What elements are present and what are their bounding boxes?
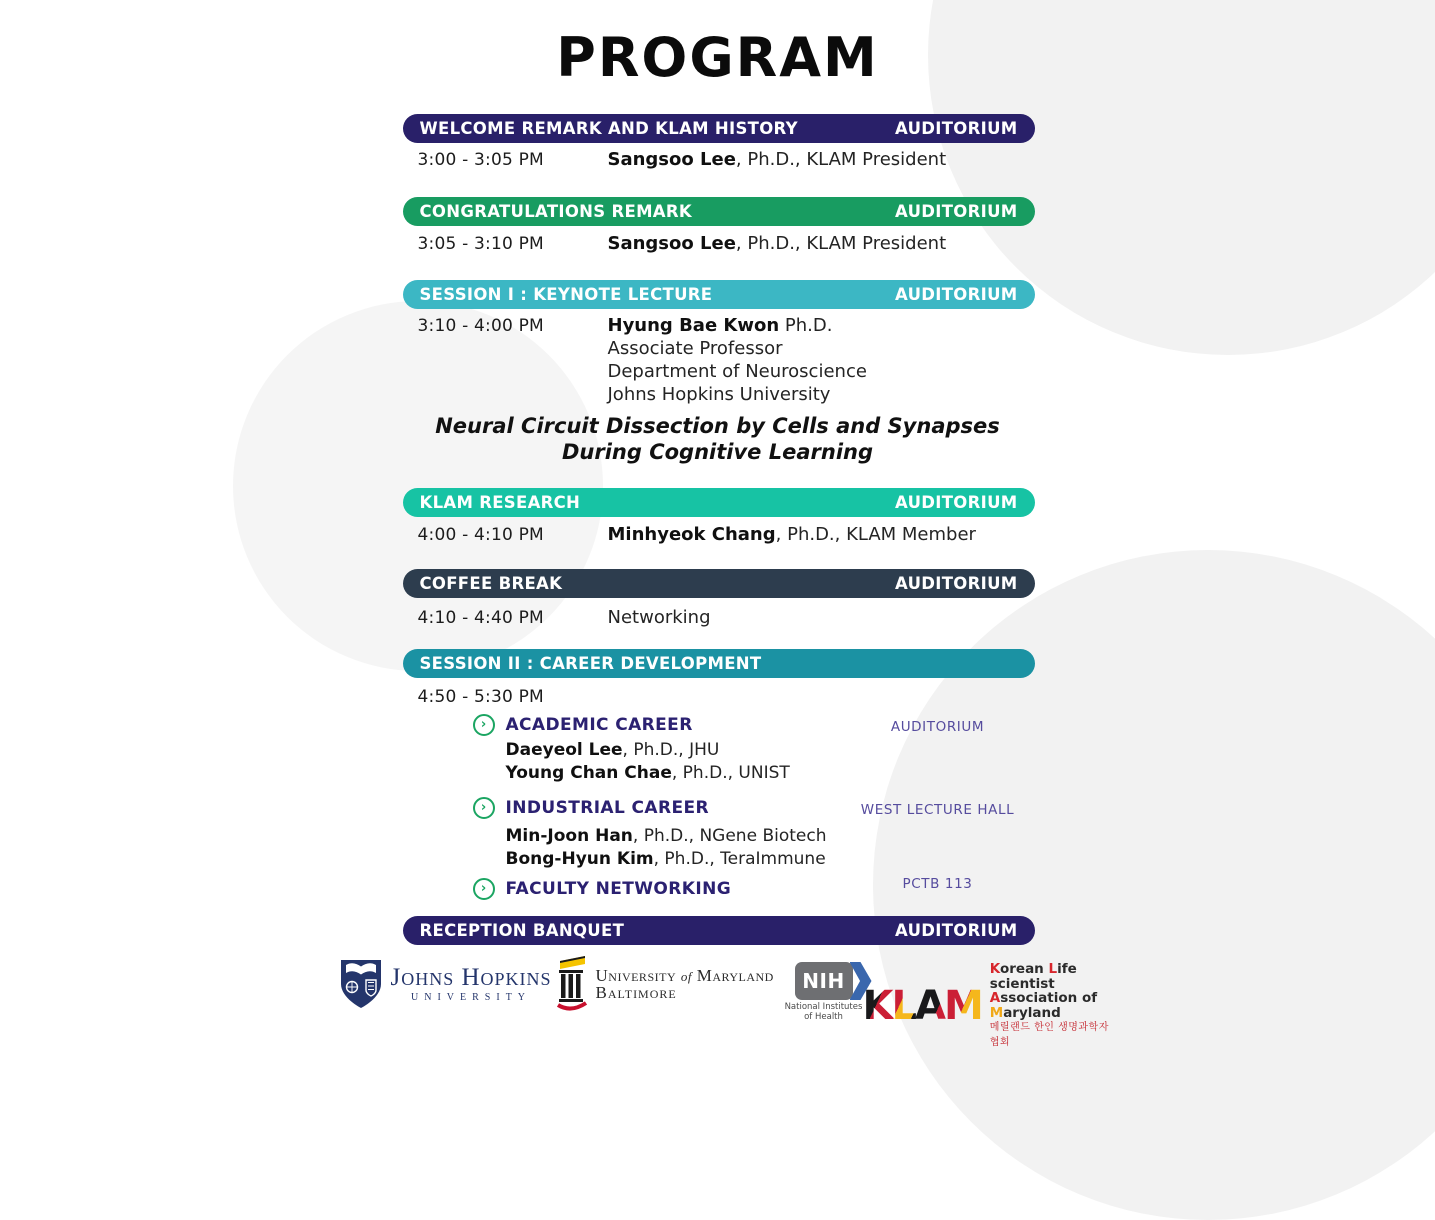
session-bar-coffee-break (403, 569, 1035, 598)
umb-university: University (596, 966, 677, 985)
klam-line1 (990, 962, 1113, 991)
klam-initial-a: A (990, 990, 1000, 1006)
bar-location: AUDITORIUM (895, 202, 1017, 221)
chevron-circle-icon: › (473, 878, 495, 900)
speaker-name: Sangsoo Lee (608, 233, 736, 254)
nih-logo (781, 962, 867, 1022)
speaker-name: Min-Joon Han (506, 826, 633, 846)
speaker-detail: , Ph.D., JHU (623, 740, 720, 760)
nih-caption (781, 1003, 867, 1022)
klam-full-name (990, 962, 1113, 1050)
bar-location: AUDITORIUM (895, 119, 1017, 138)
speaker-line (608, 314, 867, 337)
track-speakers-academic (506, 739, 790, 785)
umb-of: of (681, 969, 692, 984)
keynote-talk-title (323, 413, 1113, 465)
nih-caption-line1: National Institutes (781, 1003, 867, 1013)
bar-location: AUDITORIUM (895, 921, 1017, 940)
speaker-line (506, 825, 827, 848)
speaker-congratulations (608, 233, 947, 254)
speaker-welcome (608, 149, 947, 170)
speaker-line: Department of Neuroscience (608, 360, 867, 383)
umb-column-icon (555, 956, 589, 1012)
klam-initial-k: K (990, 961, 1000, 977)
track-name: ACADEMIC CAREER (506, 715, 693, 735)
time-career: 4:50 - 5:30 PM (418, 687, 544, 707)
speaker-detail: , Ph.D., NGene Biotech (633, 826, 827, 846)
speaker-detail: , Ph.D., KLAM Member (776, 524, 976, 545)
umb-baltimore: Baltimore (596, 985, 774, 1001)
johns-hopkins-shield-icon (339, 958, 383, 1010)
speaker-line: Johns Hopkins University (608, 383, 867, 406)
speaker-detail: , Ph.D., UNIST (672, 763, 790, 783)
jhu-university: UNIVERSITY (391, 992, 552, 1003)
page-title: PROGRAM (323, 26, 1113, 89)
time-congratulations: 3:05 - 3:10 PM (418, 234, 544, 254)
speaker-line (506, 762, 790, 785)
speaker-name: Sangsoo Lee (608, 149, 736, 170)
klam-korean-line: 메릴랜드 한인 생명과학자 협회 (990, 1021, 1113, 1050)
session-bar-congratulations (403, 197, 1035, 226)
klam-text: aryland (1003, 1005, 1061, 1021)
speaker-name: Minhyeok Chang (608, 524, 776, 545)
klam-initial-m: M (990, 1005, 1003, 1021)
program-poster (323, 0, 1113, 1023)
keynote-speaker-block (608, 314, 867, 406)
bar-location: AUDITORIUM (895, 493, 1017, 512)
bar-title: SESSION II : CAREER DEVELOPMENT (420, 654, 762, 673)
track-name: INDUSTRIAL CAREER (506, 798, 709, 818)
time-keynote: 3:10 - 4:00 PM (418, 316, 544, 336)
track-location-academic: AUDITORIUM (833, 719, 1043, 735)
klam-logo (863, 962, 1113, 1050)
track-name: FACULTY NETWORKING (506, 879, 732, 899)
klam-line2 (990, 991, 1113, 1020)
speaker-line: Associate Professor (608, 337, 867, 360)
coffee-activity: Networking (608, 607, 711, 628)
chevron-circle-icon: › (473, 797, 495, 819)
speaker-klam-research (608, 524, 976, 545)
johns-hopkins-wordmark (391, 966, 552, 1003)
jhu-name: Johns Hopkins (391, 966, 552, 990)
speaker-line (506, 848, 827, 871)
session-bar-banquet (403, 916, 1035, 945)
bar-title: KLAM RESEARCH (420, 493, 581, 512)
klam-flag-wordmark: KLAM (863, 986, 982, 1026)
klam-initial-l: L (1049, 961, 1058, 977)
bar-title: RECEPTION BANQUET (420, 921, 625, 940)
nih-mark (795, 962, 853, 1000)
klam-text: orean (1000, 961, 1049, 977)
nih-caption-line2: of Health (781, 1013, 867, 1023)
track-academic-career (473, 714, 693, 736)
klam-text: ife scientist (990, 961, 1077, 992)
talk-title-line: Neural Circuit Dissection by Cells and Synapses (323, 413, 1113, 439)
speaker-detail: , Ph.D., KLAM President (736, 149, 946, 170)
umb-wordmark (596, 967, 774, 1001)
speaker-line (506, 739, 790, 762)
chevron-circle-icon: › (473, 714, 495, 736)
bar-title: WELCOME REMARK AND KLAM HISTORY (420, 119, 798, 138)
session-bar-klam-research (403, 488, 1035, 517)
time-klam-research: 4:00 - 4:10 PM (418, 525, 544, 545)
time-coffee-break: 4:10 - 4:40 PM (418, 608, 544, 628)
bar-title: CONGRATULATIONS REMARK (420, 202, 692, 221)
university-of-maryland-baltimore-logo (555, 956, 774, 1012)
bar-location: AUDITORIUM (895, 574, 1017, 593)
speaker-name: Daeyeol Lee (506, 740, 623, 760)
johns-hopkins-logo (339, 958, 552, 1010)
bar-title: COFFEE BREAK (420, 574, 563, 593)
bar-title: SESSION I : KEYNOTE LECTURE (420, 285, 713, 304)
speaker-name: Young Chan Chae (506, 763, 672, 783)
track-location-faculty: PCTB 113 (833, 876, 1043, 892)
speaker-detail: , Ph.D., TeraImmune (654, 849, 826, 869)
klam-text: ssociation of (1000, 990, 1097, 1006)
speaker-detail: Ph.D. (779, 315, 832, 336)
track-faculty-networking (473, 878, 732, 900)
session-bar-career (403, 649, 1035, 678)
time-welcome: 3:00 - 3:05 PM (418, 150, 544, 170)
umb-maryland: Maryland (697, 966, 774, 985)
nih-abbr: NIH (795, 962, 853, 1000)
speaker-detail: , Ph.D., KLAM President (736, 233, 946, 254)
speaker-name: Hyung Bae Kwon (608, 315, 780, 336)
speaker-name: Bong-Hyun Kim (506, 849, 654, 869)
bar-location: AUDITORIUM (895, 285, 1017, 304)
track-industrial-career (473, 797, 709, 819)
session-bar-welcome (403, 114, 1035, 143)
talk-title-line: During Cognitive Learning (323, 439, 1113, 465)
track-speakers-industrial (506, 825, 827, 871)
track-location-industrial: WEST LECTURE HALL (833, 802, 1043, 818)
session-bar-keynote (403, 280, 1035, 309)
